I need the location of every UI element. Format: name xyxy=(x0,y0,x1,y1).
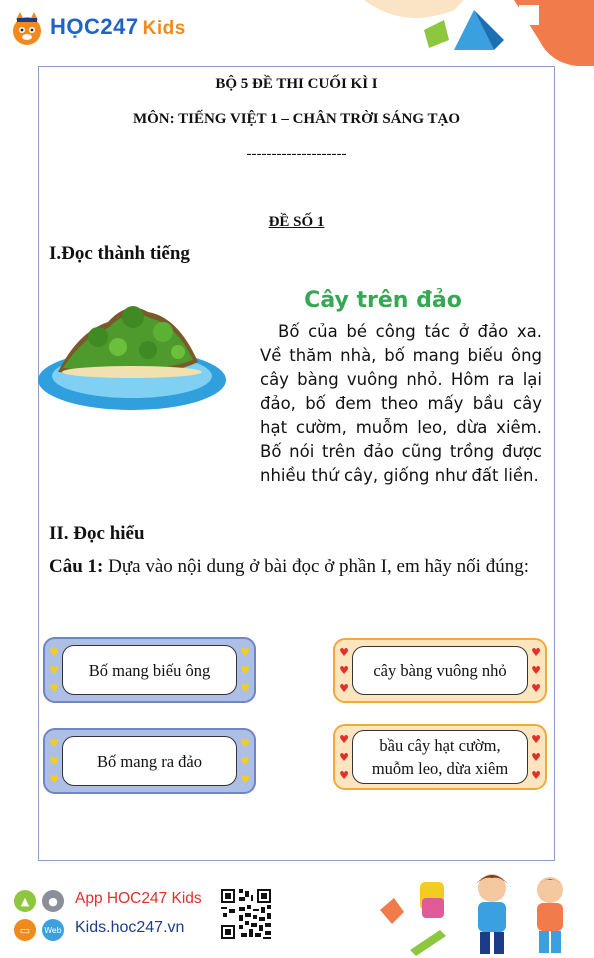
kids-illustration xyxy=(380,870,594,958)
qr-code[interactable] xyxy=(219,887,273,941)
heart-icon: ♥ xyxy=(49,645,59,659)
heart-icon: ♥ xyxy=(339,732,349,746)
web-icon[interactable]: Web xyxy=(42,919,64,941)
decoration-top-right xyxy=(364,0,594,66)
heart-icon: ♥ xyxy=(531,681,541,695)
match-left-1[interactable] xyxy=(43,637,256,703)
heart-icon: ♥ xyxy=(339,768,349,782)
heart-icon: ♥ xyxy=(49,736,59,750)
match-right-2-text: bầu cây hạt cườm, muỗm leo, dừa xiêm xyxy=(352,730,528,784)
story-title: Cây trên đảo xyxy=(304,288,462,313)
logo-sub: Kids xyxy=(142,18,186,39)
heart-icon: ♥ xyxy=(240,754,250,768)
section-1-heading: I.Đọc thành tiếng xyxy=(49,243,190,264)
heart-icon: ♥ xyxy=(49,663,59,677)
match-right-1[interactable] xyxy=(333,638,547,703)
heart-icon: ♥ xyxy=(240,663,250,677)
match-left-2[interactable] xyxy=(43,728,256,794)
logo-main: HỌC247 xyxy=(50,14,139,39)
apple-icon[interactable]: ● xyxy=(42,890,64,912)
story-text xyxy=(260,320,542,488)
heart-icon: ♥ xyxy=(339,750,349,764)
app-label[interactable]: App HOC247 Kids xyxy=(75,890,202,907)
brand-logo[interactable] xyxy=(50,14,186,40)
heart-icon: ♥ xyxy=(531,663,541,677)
heart-icon: ♥ xyxy=(49,681,59,695)
island-illustration xyxy=(38,292,226,414)
question-text: Dựa vào nội dung ở bài đọc ở phần I, em hãy nối đúng: xyxy=(103,556,529,577)
heart-icon: ♥ xyxy=(49,772,59,786)
question-label: Câu 1: xyxy=(49,556,104,577)
heart-icon: ♥ xyxy=(531,750,541,764)
match-left-1-text: Bố mang biếu ông xyxy=(62,645,237,695)
heart-icon: ♥ xyxy=(240,681,250,695)
mascot-icon xyxy=(8,10,46,48)
match-left-2-text: Bố mang ra đảo xyxy=(62,736,237,786)
heart-icon: ♥ xyxy=(339,681,349,695)
exam-subject: MÔN: TIẾNG VIỆT 1 – CHÂN TRỜI SÁNG TẠO xyxy=(132,111,460,127)
test-label: ĐỀ SỐ 1 xyxy=(268,214,325,230)
android-icon[interactable]: ▲ xyxy=(14,890,36,912)
website-link[interactable]: Kids.hoc247.vn xyxy=(75,919,185,936)
heart-icon: ♥ xyxy=(240,772,250,786)
monitor-icon[interactable]: ▭ xyxy=(14,919,36,941)
heart-icon: ♥ xyxy=(240,736,250,750)
question-1 xyxy=(49,555,539,579)
heart-icon: ♥ xyxy=(531,732,541,746)
heart-icon: ♥ xyxy=(339,646,349,660)
heart-icon: ♥ xyxy=(240,645,250,659)
match-right-2[interactable] xyxy=(333,724,547,790)
heart-icon: ♥ xyxy=(531,646,541,660)
match-right-1-text: cây bàng vuông nhỏ xyxy=(352,646,528,695)
exam-title: BỘ 5 ĐỀ THI CUỐI KÌ I xyxy=(215,76,378,92)
heart-icon: ♥ xyxy=(531,768,541,782)
title-divider: -------------------- xyxy=(246,146,347,162)
heart-icon: ♥ xyxy=(49,754,59,768)
heart-icon: ♥ xyxy=(339,663,349,677)
story-body: Bố của bé công tác ở đảo xa. Về thăm nhà, bố mang biếu ông cây bàng vuông nhỏ. Hôm ra lại đảo, bố đem theo mấy bầu cây hạt cườm, muỗm leo, dừa xiêm. Bố nói trên đảo cũng trồng được nhiều thứ cây, giống như đất liền. xyxy=(260,322,542,485)
section-2-heading: II. Đọc hiểu xyxy=(49,523,145,544)
